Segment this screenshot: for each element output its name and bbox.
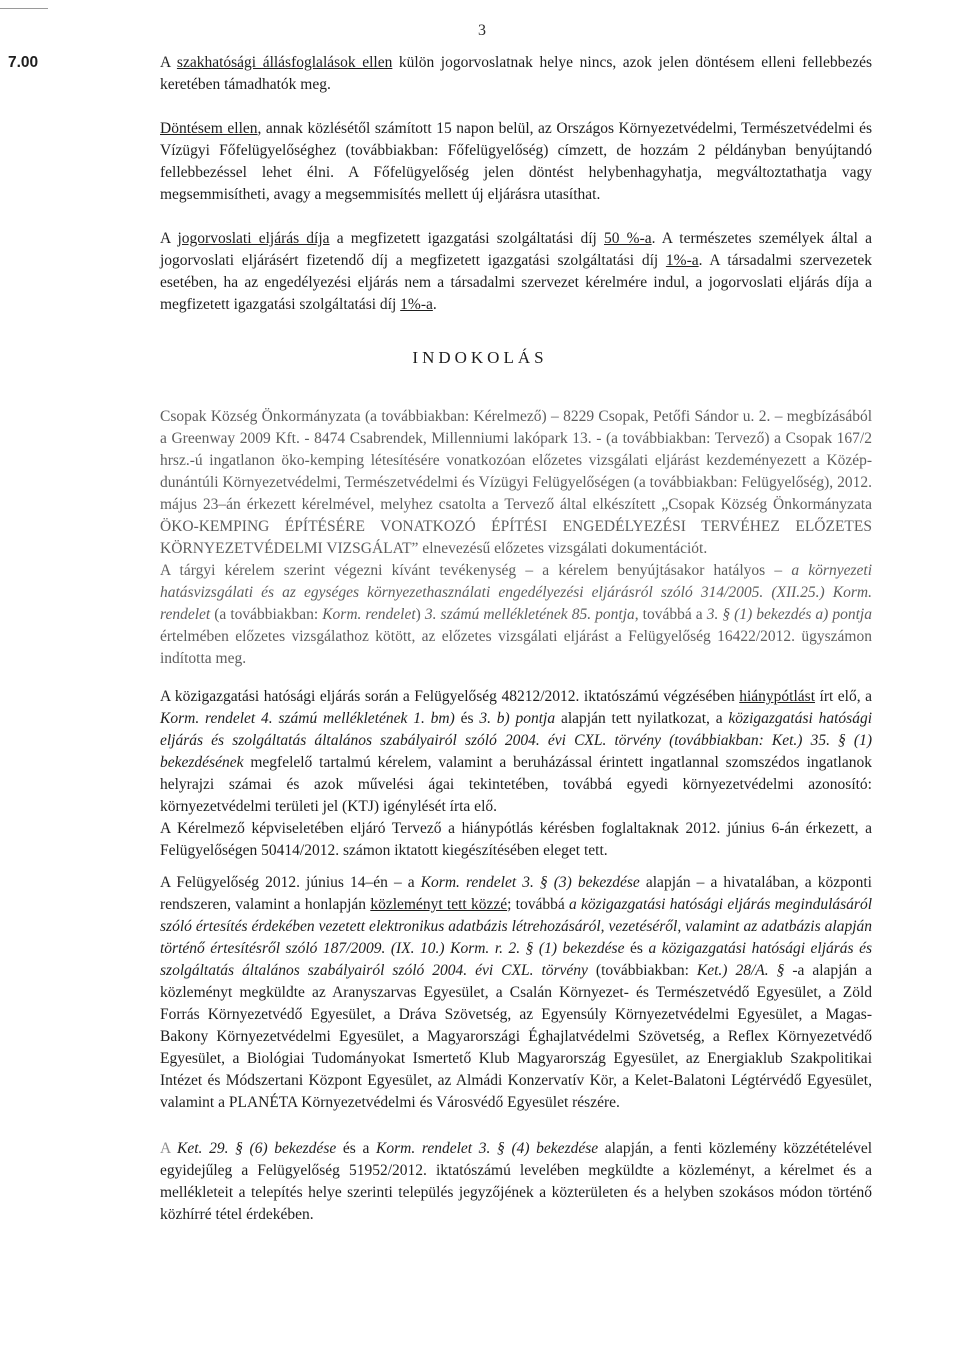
text-run: A — [160, 230, 178, 247]
clause-number: 7.00 — [8, 54, 39, 71]
clause-7-text — [160, 52, 872, 96]
appeal-paragraph — [160, 118, 872, 206]
law-citation: Korm. rendelet — [322, 606, 416, 623]
underlined-phrase: szakhatósági állásfoglalások ellen — [176, 54, 393, 71]
text-run: . A társadalmi szervezetek esetében, ha az engedélyezési eljárás nem a társadalmi szervezet kérelmére indul, a jogorvoslati eljárás díja a megfizetett igazgatási szolgáltatási díj — [160, 252, 872, 313]
text-run: ) — [415, 606, 425, 623]
reasoning-paragraph-3: A Kérelmező képviseletében eljáró Tervező a hiánypótlás kérésben foglaltaknak 2012. június 6-án érkezett, a Felügyelőségen 50414/2012. számon iktatott kiegészítésében eleget tett. — [160, 820, 872, 859]
underlined-phrase: közleményt tett közzé — [370, 896, 508, 913]
text-run: A közigazgatási hatósági eljárás során a Felügyelőség 48212/2012. iktatószámú végzésében — [160, 688, 740, 705]
underlined-phrase: hiánypótlást — [739, 688, 816, 705]
underlined-phrase: 1%-a — [400, 296, 433, 313]
text-run: alapján, a fenti közlemény közzétételével egyidejűleg a Felügyelőség 51952/2012. iktatószámú levelében megküldte a közleményt, a kérelmet és a mellékleteit a telepítés helye szerinti település jegyzőjének a közterületen és a helyben szokásos módon történő közhírré tétel érdekében. — [160, 1140, 873, 1223]
text-run: és — [624, 940, 649, 957]
law-citation: Korm. rendelet 3. § (4) bekezdése — [376, 1140, 599, 1157]
law-citation: Ket.) 28/A. § — [696, 962, 785, 979]
underlined-phrase: Döntésem ellen — [160, 120, 258, 137]
text-run: . — [432, 296, 437, 313]
underlined-phrase: 1%-a — [665, 252, 699, 269]
underlined-phrase: jogorvoslati eljárás díja — [177, 230, 330, 247]
section-heading: INDOKOLÁS — [412, 348, 548, 367]
text-run: A Felügyelőség 2012. június 14–én – a — [160, 874, 421, 891]
reasoning-paragraph-5 — [160, 1138, 872, 1226]
law-citation: 3. számú mellékletének 85. pontja — [424, 606, 635, 623]
clause-7 — [8, 52, 872, 96]
text-run: (továbbiakban: — [587, 962, 697, 979]
text-run: -a alapján a közleményt megküldte az Aranyszarvas Egyesület, a Csalán Környezet- és Természetvédő Egyesület, a Zöld Forrás Környezetvédő Egyesület, a Dráva Szövetség, az Egyensúly Környezetvédelmi Egyesület, a Magas-Bakony Környezetvédelmi Egyesület, a Magyarországi Éghajlatvédelmi Szövetség, a Reflex Környezetvédő Egyesület, a Biológiai Tudományokat Ismertető Klub Magyarország Egyesület, az Energiaklub Szakpolitikai Intézet és Módszertani Központ Egyesület, az Almádi Konzervatív Kör, a Kelet-Balatoni Légtérvédő Egyesület, valamint a PLANÉTA Környezetvédelmi és Városvédő Egyesület részére. — [160, 962, 872, 1111]
text-run: A — [160, 1140, 178, 1157]
text-run: . A természetes személyek által a jogorvoslati eljárásért fizetendő díj a megfizetett igazgatási szolgáltatási díj — [160, 230, 872, 269]
text-run: külön jogorvoslatnak helye nincs, azok jelen döntésem elleni fellebbezés keretében támadhatók meg. — [160, 54, 872, 93]
text-run: , továbbá a — [634, 606, 707, 623]
reasoning-paragraph-4 — [160, 872, 872, 1114]
text-run: , annak közlésétől számított 15 napon belül, az Országos Környezetvédelmi, Természetvédelmi és Vízügyi Főfelügyelőséghez (továbbiakban: Főfelügyelőség) címzett, de hozzám 2 példányban benyújtandó fellebbezéssel lehet élni. A Főfelügyelőség jelen döntést helybenhagyhatja, megváltoztathatja vagy megsemmisítheti, avagy a megsemmisítés mellett új eljárásra utasíthat. — [160, 120, 872, 203]
corner-rule — [0, 8, 48, 9]
reasoning-paragraph-2 — [160, 686, 872, 818]
text-run: és a — [336, 1140, 377, 1157]
text-run: értelmében előzetes vizsgálathoz kötött, az előzetes vizsgálati eljárást a Felügyelőség 16422/2012. ügyszámon indította meg. — [160, 628, 872, 667]
text-run: írt elő, a — [815, 688, 873, 705]
reasoning-paragraph-1 — [160, 406, 872, 670]
text-run: alapján tett nyilatkozat, a — [555, 710, 729, 727]
law-citation: Korm. rendelet 3. § (3) bekezdése — [420, 874, 640, 891]
text-run: ; továbbá — [507, 896, 570, 913]
law-citation: Ket. 29. § (6) bekezdése — [177, 1140, 337, 1157]
law-citation: 3. § (1) bekezdés a) pontja — [706, 606, 872, 623]
law-citation: 3. b) pontja — [479, 710, 556, 727]
text-run: és — [454, 710, 480, 727]
underlined-phrase: 50 %-a — [604, 230, 652, 247]
law-citation: közigazgatási hatósági eljárás és szolgáltatás általános szabályairól szóló 2004. évi CXL. törvény (továbbiakban: Ket.) 35. § (1) bekezdésének — [160, 710, 873, 771]
law-citation: Korm. rendelet 4. számú mellékletének 1. bm) — [160, 710, 455, 727]
text-run: A — [160, 54, 177, 71]
page-number: 3 — [478, 22, 486, 39]
law-citation: a közigazgatási hatósági eljárás megindulásáról szóló értesítés érdekében vezetett elektronikus adatbázis létrehozásáról, vezetéséről, valamint az adatbázis alapján történő értesítésről szóló 187/2009. (IX. 10.) Korm. r. 2. § (1) bekezdése — [160, 896, 873, 957]
text-run: a megfizetett igazgatási szolgáltatási díj — [329, 230, 604, 247]
text-run: Csopak Község Önkormányzata (a továbbiakban: Kérelmező) – 8229 Csopak, Petőfi Sándor u. 2. – megbízásából a Greenway 2009 Kft. - 8474 Csabrendek, Millenniumi lakópark 13. - (a továbbiakban: Tervező) a Csopak 167/2 hrsz.-ú ingatlanon öko-kemping létesítésére vonatkozóan előzetes vizsgálati eljárást kezdeményezett a Közép-dunántúli Környezetvédelmi, Természetvédelmi és Vízügyi Felügyelőségen (a továbbiakban: Felügyelőség), 2012. május 23–án érkezett kérelmével, melyhez csatolta a Tervező által elkészített „Csopak Község Önkormányzata ÖKO-KEMPING ÉPÍTÉSÉRE VONATKOZÓ ÉPÍTÉSI ENGEDÉLYEZÉSI TERVÉHEZ ELŐZETES KÖRNYEZETVÉDELMI VIZSGÁLAT” elnevezésű előzetes vizsgálati dokumentációt. — [160, 408, 872, 557]
text-run: A tárgyi kérelem szerint végezni kívánt tevékenység – a kérelem benyújtásakor hatályos – — [160, 562, 792, 579]
text-run: (a továbbiakban: — [210, 606, 323, 623]
text-run: megfelelő tartalmú kérelem, valamint a beruházással érintett ingatlannal szomszédos ingatlanok helyrajzi számai és azok művelési ágai tekintetében, továbbá egyedi környezetvédelmi azonosító: környezetvédelmi területi jel (KTJ) igénylését írta elő. — [160, 754, 872, 815]
law-citation: a közigazgatási hatósági eljárás és szolgáltatás általános szabályairól szóló 2004. évi CXL. törvény — [160, 940, 873, 979]
fee-paragraph — [160, 228, 872, 316]
law-citation: a környezeti hatásvizsgálati és az egységes környezethasználati engedélyezési eljárásról szóló 314/2005. (XII.25.) Korm. rendelet — [160, 562, 872, 623]
text-run: alapján – a hivatalában, a központi rendszeren, valamint a honlapján — [160, 874, 872, 913]
